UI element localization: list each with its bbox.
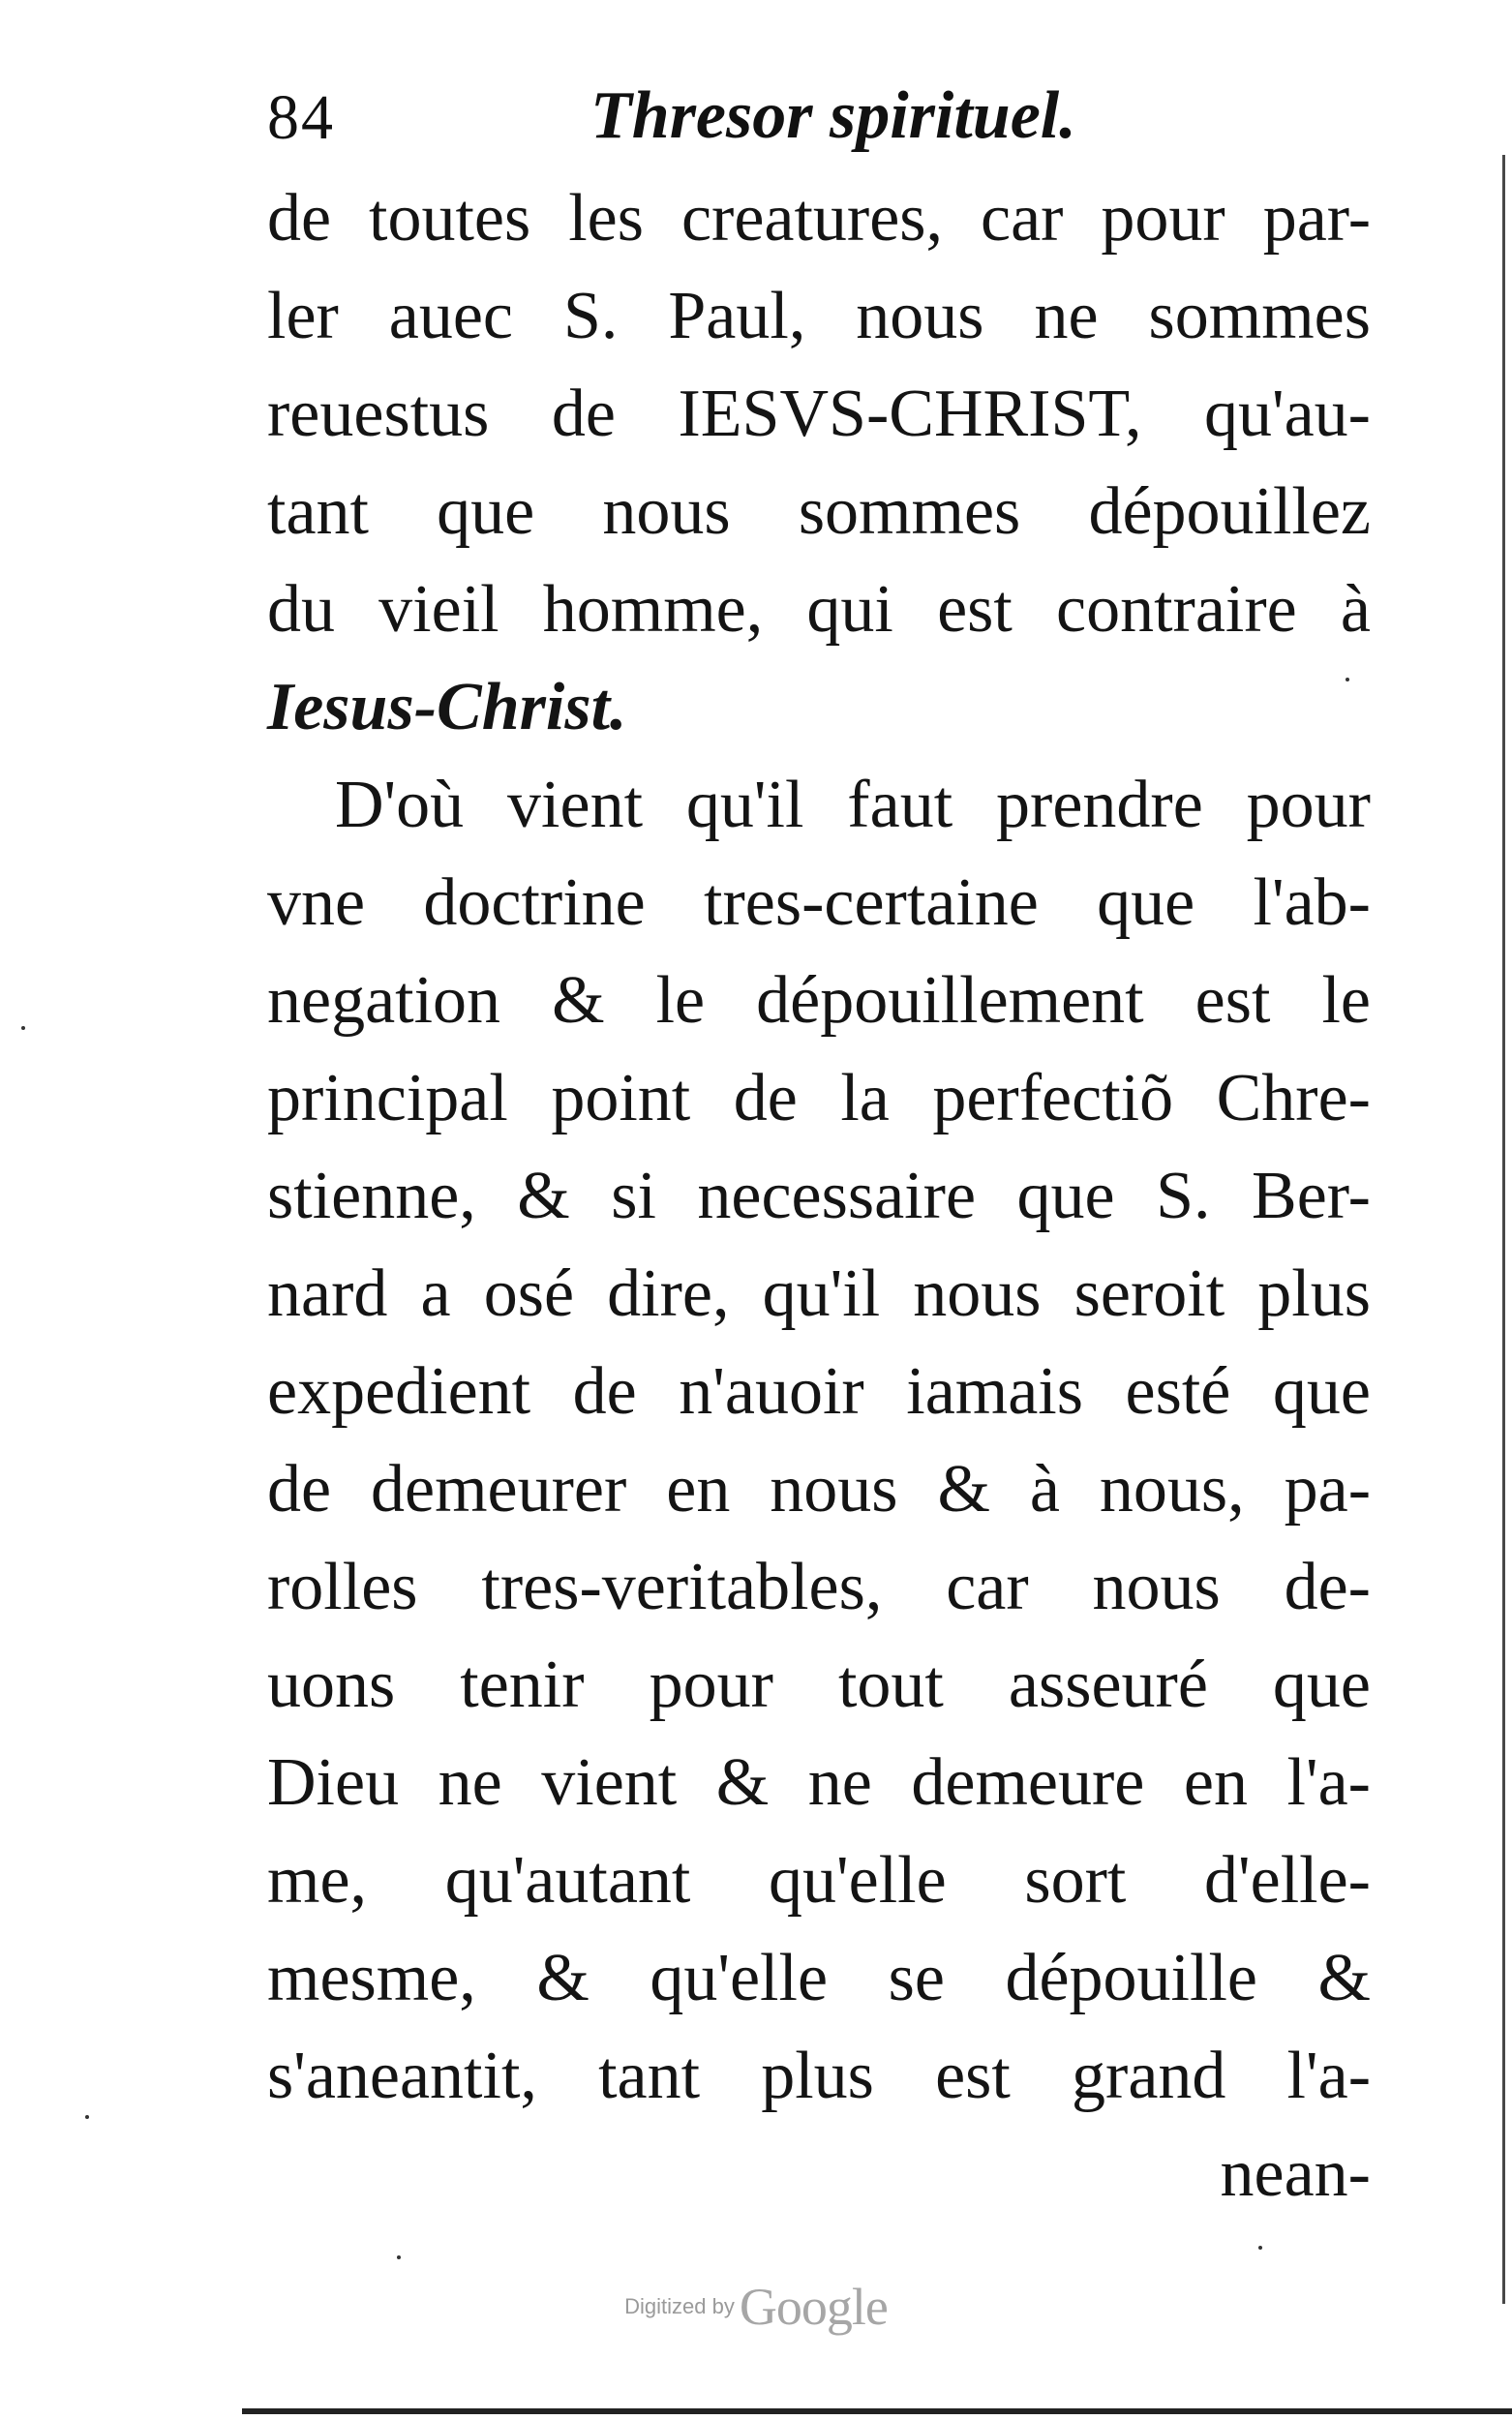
- text-line: uons tenir pour tout asseuré que: [267, 1648, 1371, 1722]
- text-line: D'où vient qu'il faut prendre pour: [335, 768, 1371, 842]
- catchword: nean-: [1220, 2136, 1371, 2211]
- page-number: 84: [267, 82, 335, 153]
- ink-speck: [1258, 2246, 1262, 2250]
- page-edge-bottom: [242, 2408, 1512, 2414]
- ink-speck: [1346, 678, 1349, 681]
- text-line: du vieil homme, qui est contraire à: [267, 572, 1371, 647]
- text-line: Dieu ne vient & ne demeure en l'a-: [267, 1745, 1371, 1820]
- body-text: [267, 169, 1371, 2223]
- ink-speck: [21, 1026, 25, 1030]
- text-line: me, qu'autant qu'elle sort d'elle-: [267, 1843, 1371, 1918]
- text-line: nard a osé dire, qu'il nous seroit plus: [267, 1256, 1371, 1331]
- text-line: s'aneantit, tant plus est grand l'a-: [267, 2039, 1371, 2113]
- text-line: rolles tres-veritables, car nous de-: [267, 1550, 1371, 1624]
- ink-speck: [397, 2255, 401, 2259]
- text-line: mesme, & qu'elle se dépouille &: [267, 1941, 1371, 2015]
- text-line: de toutes les creatures, car pour par-: [267, 181, 1371, 256]
- text-line: de demeurer en nous & à nous, pa-: [267, 1452, 1371, 1527]
- text-line: negation & le dépouillement est le: [267, 963, 1371, 1038]
- digitized-by-label: Digitized by: [624, 2294, 735, 2318]
- digitized-watermark: [0, 2277, 1512, 2337]
- text-line: expedient de n'auoir iamais esté que: [267, 1354, 1371, 1429]
- text-line: tant que nous sommes dépouillez: [267, 474, 1371, 549]
- text-line: vne doctrine tres-certaine que l'ab-: [267, 865, 1371, 940]
- text-line: stienne, & si necessaire que S. Ber-: [267, 1159, 1371, 1233]
- running-title: Thresor spirituel.: [590, 78, 1076, 153]
- page-edge-right: [1502, 155, 1505, 2304]
- text-line: Iesus-Christ.: [267, 670, 627, 744]
- text-line: reuestus de IESVS-CHRIST, qu'au-: [267, 377, 1371, 451]
- page-header: [267, 60, 1138, 166]
- text-line: ler auec S. Paul, nous ne sommes: [267, 279, 1371, 353]
- ink-speck: [85, 2115, 89, 2119]
- google-logo: Google: [739, 2278, 888, 2336]
- text-line: principal point de la perfectiõ Chre-: [267, 1061, 1371, 1135]
